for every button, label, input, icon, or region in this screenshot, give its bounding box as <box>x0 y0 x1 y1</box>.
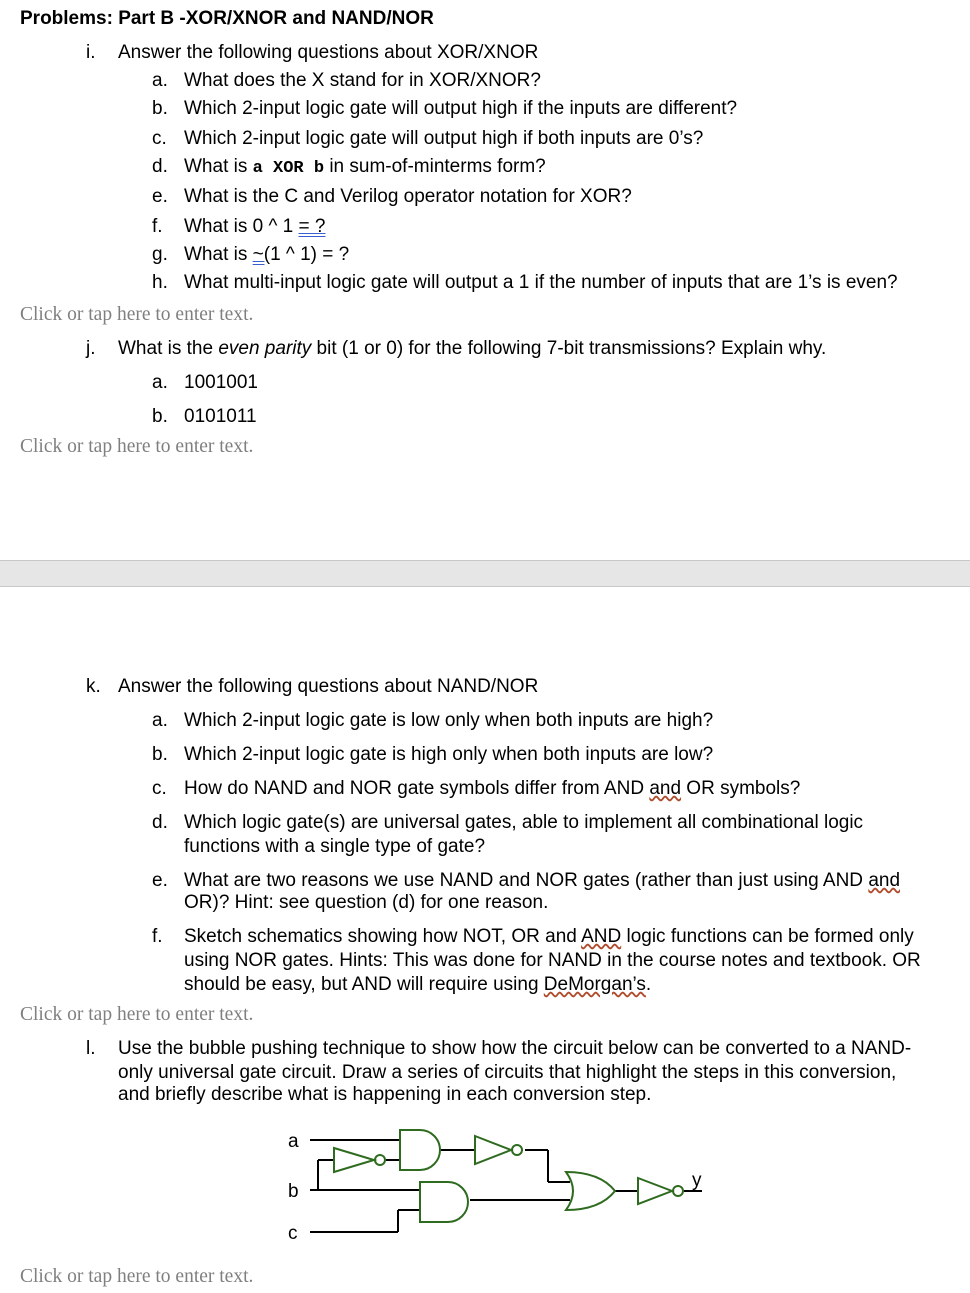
question-j-a-marker: a. <box>152 372 168 393</box>
question-i-a-text: What does the X stand for in XOR/XNOR? <box>184 70 541 91</box>
question-l-line3: and briefly describe what is happening in each conversion step. <box>118 1084 652 1105</box>
question-i-d-text <box>184 156 546 180</box>
question-i-g-post: 1 ^ 1) = ? <box>270 244 350 265</box>
question-i-f-marker: f. <box>152 216 163 237</box>
question-i-g-underlined: ~( <box>252 244 271 265</box>
question-j-pre: What is the <box>118 338 219 359</box>
question-k-f-post: logic functions can be formed only <box>621 926 914 947</box>
question-i-h-text: What multi-input logic gate will output a 1 if the number of inputs that are 1’s is even? <box>184 272 898 293</box>
question-j-b-text: 0101011 <box>184 406 257 427</box>
question-k-d-marker: d. <box>152 812 168 833</box>
section-title: Problems: Part B -XOR/XNOR and NAND/NOR <box>20 8 434 29</box>
question-k-c-squiggle: and <box>649 778 682 799</box>
question-j-post: bit (1 or 0) for the following 7-bit transmissions? Explain why. <box>311 338 827 359</box>
question-i-d-marker: d. <box>152 156 168 177</box>
circuit-wires <box>310 1140 702 1232</box>
answer-field-2[interactable]: Click or tap here to enter text. <box>20 436 254 457</box>
answer-field-3[interactable]: Click or tap here to enter text. <box>20 1004 254 1025</box>
question-i-g-pre: What is <box>184 244 253 265</box>
and-gate-1 <box>400 1130 440 1170</box>
question-k-f-line3 <box>184 974 651 996</box>
question-k-f-squiggle: AND <box>581 926 622 947</box>
answer-field-4[interactable]: Click or tap here to enter text. <box>20 1266 254 1287</box>
question-i-f-text <box>184 216 325 238</box>
question-k-f-line2: using NOR gates. Hints: This was done for NAND in the course notes and textbook. OR <box>184 950 921 971</box>
input-label-c: c <box>288 1223 298 1244</box>
question-k-f-marker: f. <box>152 926 163 947</box>
question-i-f-underlined: = ? <box>298 216 326 237</box>
question-j-text <box>118 338 826 360</box>
question-k-c-marker: c. <box>152 778 167 799</box>
question-l-line2: only universal gate circuit. Draw a series of circuits that highlight the steps in this conversion, <box>118 1062 897 1083</box>
page-break-divider <box>0 560 970 587</box>
question-i-c-marker: c. <box>152 128 167 149</box>
question-i-g-text <box>184 244 349 266</box>
inverter-gate-2 <box>475 1136 511 1164</box>
question-i-d-code: a XOR b <box>252 159 325 178</box>
question-i-a-marker: a. <box>152 70 168 91</box>
question-j-emph: even parity <box>218 338 312 359</box>
or-gate <box>566 1172 615 1210</box>
question-i-c-text: Which 2-input logic gate will output high if both inputs are 0’s? <box>184 128 704 149</box>
question-j-a-text: 1001001 <box>184 372 258 393</box>
question-k-d-line2: functions with a single type of gate? <box>184 836 486 857</box>
question-i-marker: i. <box>86 42 96 63</box>
and-gate-2 <box>420 1182 468 1222</box>
input-label-b: b <box>288 1181 299 1202</box>
question-j-marker: j. <box>86 338 96 359</box>
inverter-gate-1 <box>334 1148 374 1172</box>
question-k-text: Answer the following questions about NAND/NOR <box>118 676 539 697</box>
question-k-b-marker: b. <box>152 744 168 765</box>
question-i-e-marker: e. <box>152 186 168 207</box>
question-k-marker: k. <box>86 676 101 697</box>
question-k-f-pre: Sketch schematics showing how NOT, OR and <box>184 926 582 947</box>
question-k-f-line3-pre: should be easy, but AND will require using <box>184 974 544 995</box>
question-k-c-post: OR symbols? <box>681 778 801 799</box>
question-i-g-marker: g. <box>152 244 168 265</box>
input-label-a: a <box>288 1131 299 1152</box>
question-i-b-marker: b. <box>152 98 168 119</box>
logic-circuit-diagram <box>270 1120 730 1250</box>
question-i-b-text: Which 2-input logic gate will output high if the inputs are different? <box>184 98 738 119</box>
question-k-e-line1 <box>184 870 900 892</box>
answer-field-1[interactable]: Click or tap here to enter text. <box>20 304 254 325</box>
question-k-e-line2: OR)? Hint: see question (d) for one reason. <box>184 892 549 913</box>
question-i-d-post: in sum-of-minterms form? <box>324 156 546 177</box>
question-l-line1: Use the bubble pushing technique to show how the circuit below can be converted to a NAND- <box>118 1038 912 1059</box>
question-k-f-line3-squiggle: DeMorgan’s <box>543 974 646 995</box>
question-l-marker: l. <box>86 1038 96 1059</box>
question-k-e-marker: e. <box>152 870 168 891</box>
question-i-h-marker: h. <box>152 272 168 293</box>
inverter-gate-3 <box>638 1178 672 1204</box>
question-k-c-pre: How do NAND and NOR gate symbols differ from AND <box>184 778 650 799</box>
question-k-c-text <box>184 778 800 800</box>
question-i-e-text: What is the C and Verilog operator notation for XOR? <box>184 186 632 207</box>
output-label-y: y <box>692 1170 702 1191</box>
question-j-b-marker: b. <box>152 406 168 427</box>
question-i-f-pre: What is 0 ^ 1 <box>184 216 299 237</box>
circuit-gates <box>334 1130 683 1222</box>
question-k-a-text: Which 2-input logic gate is low only when both inputs are high? <box>184 710 714 731</box>
question-i-text: Answer the following questions about XOR/XNOR <box>118 42 539 63</box>
question-k-e-pre: What are two reasons we use NAND and NOR gates (rather than just using AND <box>184 870 869 891</box>
question-i-d-pre: What is <box>184 156 253 177</box>
question-k-f-line3-post: . <box>645 974 652 995</box>
question-k-a-marker: a. <box>152 710 168 731</box>
question-k-e-squiggle: and <box>868 870 901 891</box>
question-k-d-line1: Which logic gate(s) are universal gates, able to implement all combinational logic <box>184 812 864 833</box>
question-k-b-text: Which 2-input logic gate is high only when both inputs are low? <box>184 744 714 765</box>
question-k-f-line1 <box>184 926 914 948</box>
